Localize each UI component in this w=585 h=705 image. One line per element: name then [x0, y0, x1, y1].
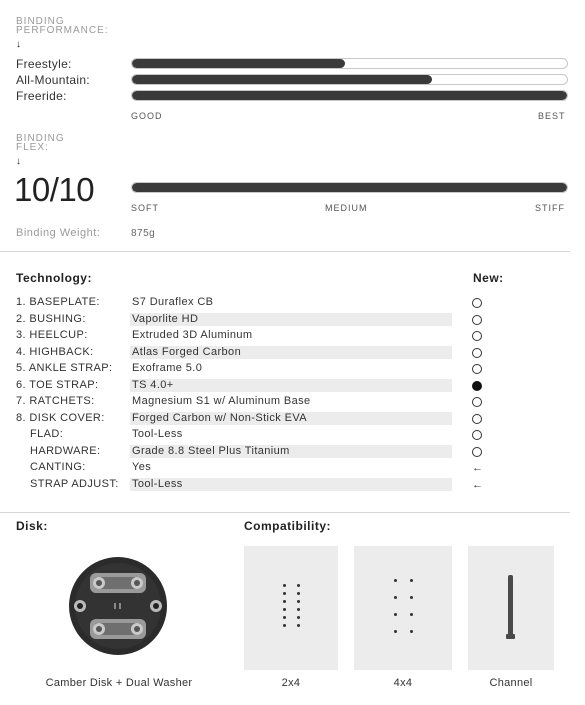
technology-row-value: Tool-Less: [132, 477, 183, 490]
mount-hole: [283, 616, 286, 619]
technology-row-name: CANTING:: [30, 461, 86, 473]
technology-row: [0, 411, 585, 427]
open-circle-icon: [472, 298, 482, 308]
performance-bar: [131, 90, 568, 101]
channel-slot-icon: [508, 575, 513, 637]
technology-row-name: 5. ANKLE STRAP:: [16, 362, 113, 374]
technology-row: [0, 427, 585, 443]
mount-hole: [394, 630, 397, 633]
mount-hole: [410, 630, 413, 633]
technology-heading: Technology:: [16, 271, 92, 285]
compatibility-heading: Compatibility:: [244, 519, 331, 533]
technology-row-value: Extruded 3D Aluminum: [132, 329, 253, 341]
performance-bar-fill: [132, 91, 567, 100]
technology-row-name: STRAP ADJUST:: [30, 477, 119, 490]
open-circle-icon: [472, 331, 482, 341]
mount-hole: [394, 579, 397, 582]
technology-row-value: Vaporlite HD: [132, 312, 199, 325]
disk-heading: Disk:: [16, 519, 48, 533]
binding-weight-label: Binding Weight:: [16, 227, 101, 239]
technology-row: [0, 328, 585, 344]
compat-2x4-image: [244, 546, 338, 670]
mount-hole: [297, 584, 300, 587]
divider-bottom: [0, 512, 570, 513]
technology-row-value: TS 4.0+: [132, 378, 174, 391]
mount-hole: [297, 624, 300, 627]
open-circle-icon: [472, 447, 482, 457]
technology-row-name: 6. TOE STRAP:: [16, 378, 99, 391]
flex-rating-value: 10/10: [14, 171, 95, 208]
flex-label-line1: BINDING: [16, 133, 65, 144]
compat-channel-caption: Channel: [489, 677, 533, 689]
technology-row-name: 8. DISK COVER:: [16, 411, 105, 424]
row-shade: [130, 379, 452, 392]
mount-hole: [394, 596, 397, 599]
technology-row-name: 4. HIGHBACK:: [16, 345, 94, 358]
technology-row-name: FLAD:: [30, 428, 64, 440]
flex-scale-low: SOFT: [131, 203, 159, 213]
technology-row-name: 3. HEELCUP:: [16, 329, 88, 341]
mount-hole: [283, 624, 286, 627]
mount-hole: [283, 592, 286, 595]
technology-row-name: HARDWARE:: [30, 444, 101, 457]
technology-row: [0, 361, 585, 377]
flex-scale-mid: MEDIUM: [325, 203, 368, 213]
performance-bar-fill: [132, 59, 345, 68]
mount-hole: [410, 579, 413, 582]
channel-slot-end-icon: [506, 634, 515, 639]
performance-row-label: Freeride:: [16, 89, 67, 103]
performance-bar-fill: [132, 75, 432, 84]
open-circle-icon: [472, 397, 482, 407]
compat-4x4-image: [354, 546, 452, 670]
mount-hole: [394, 613, 397, 616]
performance-label-line2: PERFORMANCE:: [16, 25, 109, 36]
technology-row-value: Exoframe 5.0: [132, 362, 203, 374]
flex-bar-fill: [132, 183, 567, 192]
open-circle-icon: [472, 364, 482, 374]
technology-row-value: Magnesium S1 w/ Aluminum Base: [132, 395, 311, 407]
camber-disk-image: [68, 556, 168, 656]
mount-hole: [283, 608, 286, 611]
mount-hole: [283, 600, 286, 603]
technology-row-value: Yes: [132, 461, 152, 473]
performance-row-label: All-Mountain:: [16, 73, 90, 87]
flex-scale-high: STIFF: [535, 203, 565, 213]
performance-scale-low: GOOD: [131, 111, 163, 121]
mount-hole: [410, 596, 413, 599]
performance-bar: [131, 74, 568, 85]
technology-row: [0, 477, 585, 493]
technology-row-name: 1. BASEPLATE:: [16, 296, 100, 308]
technology-row: [0, 460, 585, 476]
mount-hole: [297, 608, 300, 611]
mount-hole: [410, 613, 413, 616]
compat-2x4-caption: 2x4: [281, 677, 301, 689]
open-circle-icon: [472, 315, 482, 325]
mount-hole: [283, 584, 286, 587]
open-circle-icon: [472, 414, 482, 424]
performance-label-line1: BINDING: [16, 16, 65, 27]
technology-row: [0, 378, 585, 394]
technology-row-value: Tool-Less: [132, 428, 183, 440]
flex-label-line2: FLEX:: [16, 142, 49, 153]
mount-hole: [297, 592, 300, 595]
technology-row-value: S7 Duraflex CB: [132, 296, 214, 308]
mount-hole: [297, 600, 300, 603]
technology-row: [0, 345, 585, 361]
compat-4x4-caption: 4x4: [393, 677, 413, 689]
divider-top: [0, 251, 570, 252]
flex-arrow-icon: ↓: [16, 156, 21, 167]
flex-bar: [131, 182, 568, 193]
technology-row-value: Grade 8.8 Steel Plus Titanium: [132, 444, 290, 457]
technology-row: [0, 312, 585, 328]
open-circle-icon: [472, 430, 482, 440]
binding-weight-value: 875g: [131, 228, 156, 239]
performance-row-label: Freestyle:: [16, 57, 72, 71]
technology-row-value: Atlas Forged Carbon: [132, 345, 242, 358]
technology-row-name: 2. BUSHING:: [16, 312, 86, 325]
performance-section-label: [16, 17, 109, 35]
performance-scale-high: BEST: [538, 111, 566, 121]
technology-row-name: 7. RATCHETS:: [16, 395, 95, 407]
filled-circle-icon: [472, 381, 482, 391]
performance-bar: [131, 58, 568, 69]
compat-channel-image: [468, 546, 554, 670]
disk-caption: Camber Disk + Dual Washer: [45, 677, 193, 689]
performance-arrow-icon: ↓: [16, 39, 21, 50]
arrow-left-icon: ←: [472, 478, 483, 491]
mount-hole: [297, 616, 300, 619]
disk-icon: [68, 556, 168, 656]
arrow-left-icon: ←: [472, 462, 483, 474]
technology-row: [0, 295, 585, 311]
technology-row: [0, 444, 585, 460]
technology-row-value: Forged Carbon w/ Non-Stick EVA: [132, 411, 308, 424]
new-heading: New:: [473, 271, 504, 285]
open-circle-icon: [472, 348, 482, 358]
flex-section-label: [16, 134, 65, 152]
technology-row: [0, 394, 585, 410]
